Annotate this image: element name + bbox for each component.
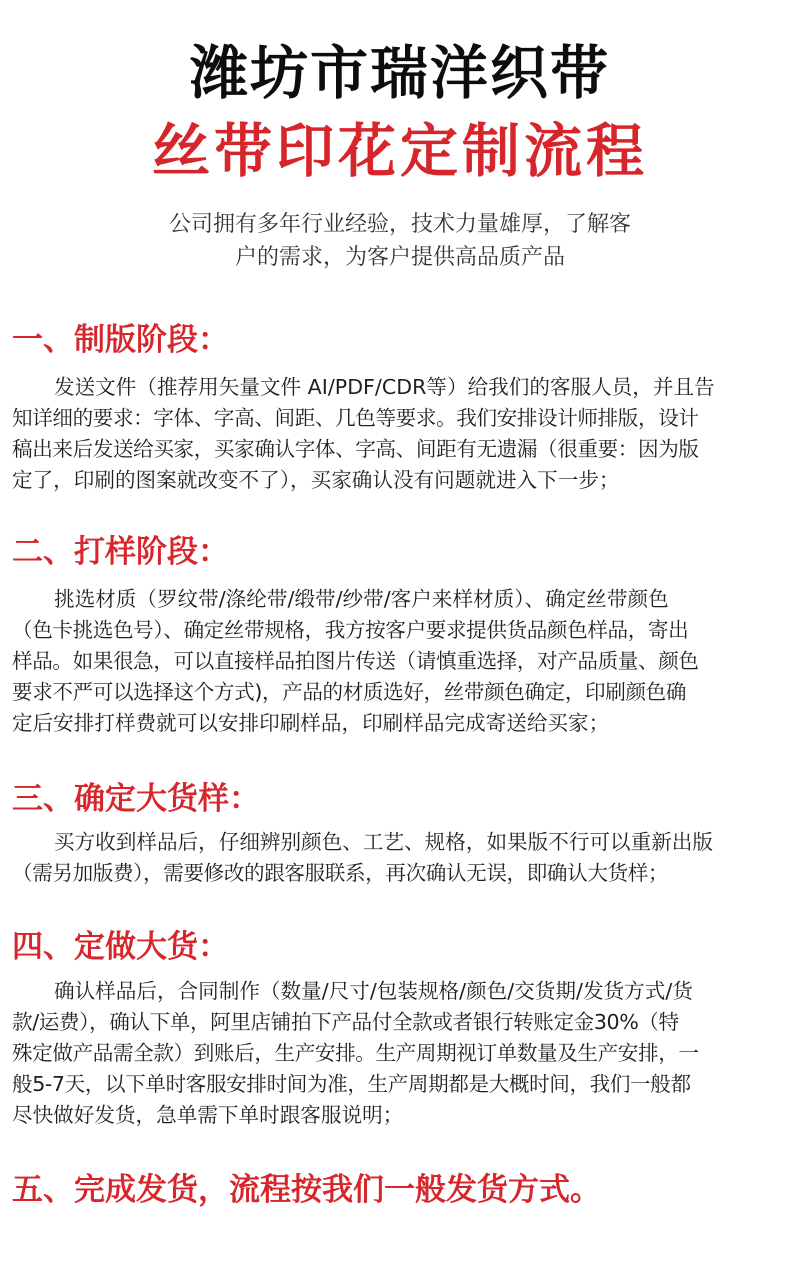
body-line: 定后安排打样费就可以安排印刷样品，印刷样品完成寄送给买家； xyxy=(12,711,610,735)
body-line: （需另加版费），需要修改的跟客服联系，再次确认无误，即确认大货样； xyxy=(12,861,669,885)
body-line: 殊定做产品需全款）到账后，生产安排。生产周期视订单数量及生产安排，一 xyxy=(12,1041,699,1065)
body-line: 挑选材质（罗纹带/涤纶带/缎带/纱带/客户来样材质）、确定丝带颜色 xyxy=(54,587,669,611)
body-line: 知详细的要求：字体、字高、间距、几色等要求。我们安排设计师排版，设计 xyxy=(12,406,699,430)
body-line: （色卡挑选色号）、确定丝带规格，我方按客户要求提供货品颜色样品，寄出 xyxy=(12,618,689,642)
body-line: 要求不严可以选择这个方式)，产品的材质选好，丝带颜色确定，印刷颜色确 xyxy=(12,680,687,704)
body-line: 稿出来后发送给买家，买家确认字体、字高、间距有无遗漏（很重要：因为版 xyxy=(12,437,699,461)
intro-line: 公司拥有多年行业经验，技术力量雄厚，了解客 xyxy=(168,212,631,237)
body-line: 尽快做好发货，急单需下单时跟客服说明； xyxy=(12,1103,404,1127)
section-heading-bulk-order: 四、定做大货： xyxy=(12,929,229,965)
intro-line: 户的需求，为客户提供高品质产品 xyxy=(234,245,565,270)
body-line: 发送文件（推荐用矢量文件 AI/PDF/CDR等）给我们的客服人员，并且告 xyxy=(54,375,715,399)
company-title: 潍坊市瑞洋织带 xyxy=(189,39,610,107)
section-body-bulk-sample xyxy=(12,827,788,889)
page-title: 丝带印花定制流程 xyxy=(151,117,648,185)
section-body-bulk-order xyxy=(12,976,788,1131)
body-line: 般5-7天，以下单时客服安排时间为准，生产周期都是大概时间，我们一般都 xyxy=(12,1072,691,1096)
section-heading-plate-making: 一、制版阶段： xyxy=(12,322,229,358)
section-heading-bulk-sample: 三、确定大货样： xyxy=(12,781,260,817)
body-line: 确认样品后，合同制作（数量/尺寸/包装规格/颜色/交货期/发货方式/货 xyxy=(54,979,693,1003)
section-heading-shipping: 五、完成发货，流程按我们一般发货方式。 xyxy=(12,1172,601,1208)
body-line: 样品。如果很急，可以直接样品拍图片传送（请慎重选择，对产品质量、颜色 xyxy=(12,649,699,673)
section-body-plate-making xyxy=(12,372,788,496)
section-body-sampling xyxy=(12,584,788,739)
intro-paragraph xyxy=(100,208,700,274)
body-line: 款/运费），确认下单，阿里店铺拍下产品付全款或者银行转账定金30%（特 xyxy=(12,1010,679,1034)
body-line: 定了，印刷的图案就改变不了），买家确认没有问题就进入下一步； xyxy=(12,468,620,492)
section-heading-sampling: 二、打样阶段： xyxy=(12,534,229,570)
body-line: 买方收到样品后，仔细辨别颜色、工艺、规格，如果版不行可以重新出版 xyxy=(54,830,713,854)
